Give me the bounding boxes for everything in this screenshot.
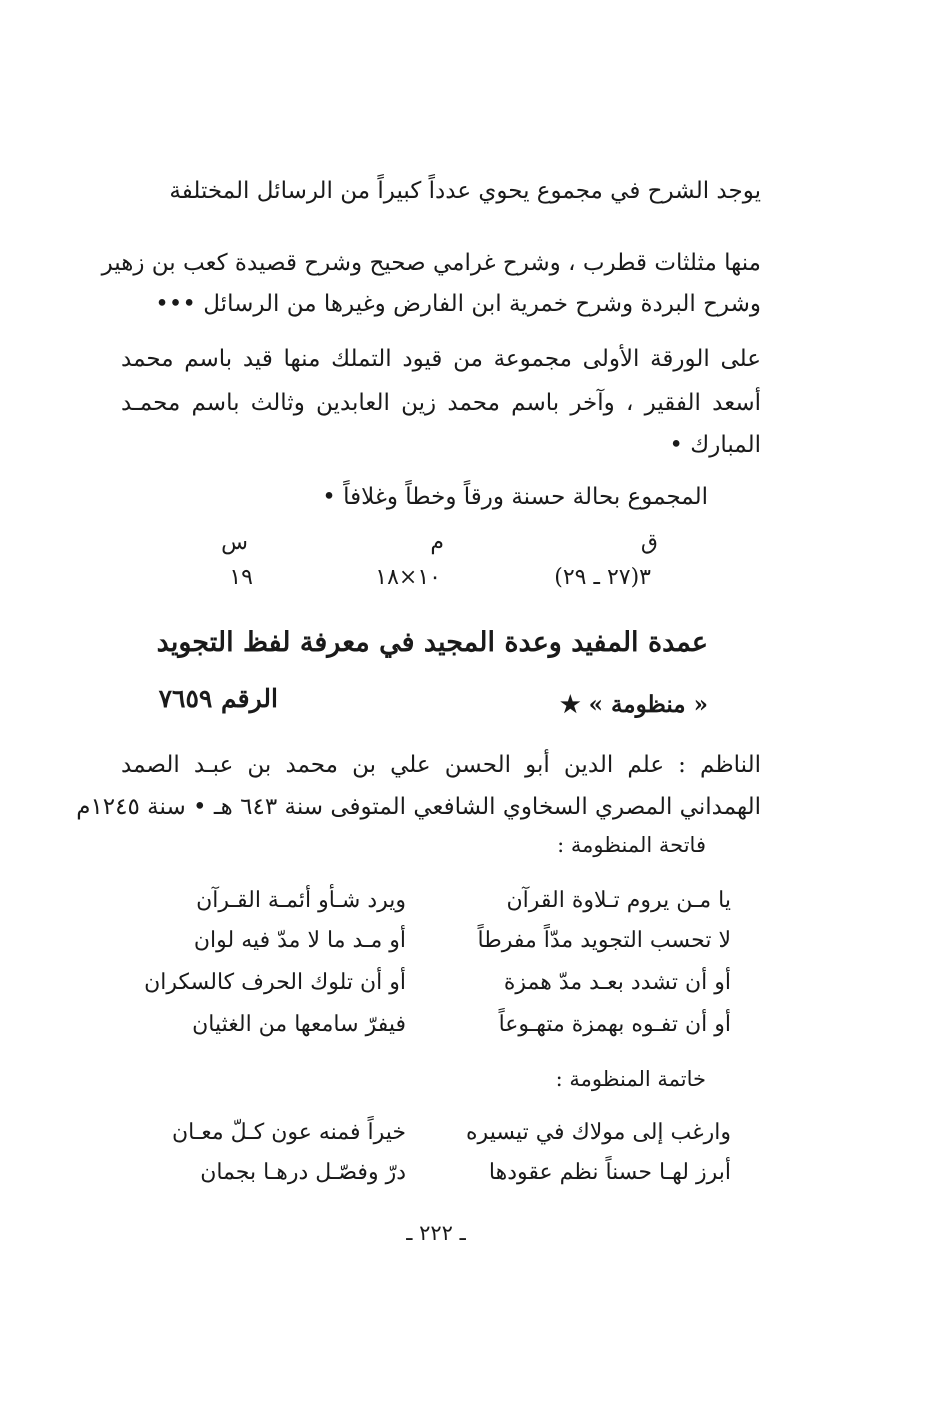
author-line-1: الناظم : علم الدين أبو الحسن علي بن محمد بن عبـد الصمد [121,752,761,778]
author-line-2: الهمداني المصري السخاوي الشافعي المتوفى سنة ٦٤٣ هـ • سنة ١٢٤٥م [76,794,761,820]
opening-verse-2-first: لا تحسب التجويد مدّاً مفرطاً [477,928,731,953]
opening-label: فاتحة المنظومة : [557,833,706,857]
opening-verse-2-second: أو مـد ما لا مدّ فيه لوان [193,928,406,953]
closing-verse-1-first: وارغب إلى مولاك في تيسيره [466,1120,731,1145]
intro-line-3: وشرح البردة وشرح خمرية ابن الفارض وغيرها من الرسائل ••• [155,291,761,317]
opening-verse-3-second: أو أن تلوك الحرف كالسكران [144,970,406,995]
intro-line-1: يوجد الشرح في مجموع يحوي عدداً كبيراً من الرسائل المختلفة [169,178,761,204]
spec-q-label: ق [640,530,658,555]
closing-verse-1-second: خيراً فمنه عون كـلّ معـان [171,1120,406,1145]
closing-verse-2-first: أبرز لهـا حسناً نظم عقودها [488,1160,731,1185]
spec-m-value: ١٠×١٨ [375,565,441,590]
intro-line-2: منها مثلثات قطرب ، وشرح غرامي صحيح وشرح قصيدة كعب بن زهير [101,250,761,276]
intro-line-7: المجموع بحالة حسنة ورقاً وخطاً وغلافاً • [322,484,708,510]
intro-line-5: أسعد الفقير ، وآخر باسم محمد زين العابدين وثالث باسم محمـد [121,390,761,416]
page-number: ـ ٢٢٢ ـ [406,1221,466,1245]
opening-verse-3-first: أو أن تشدد بعـد مدّ همزة [503,970,731,995]
intro-line-4: على الورقة الأولى مجموعة من قيود التملك منها قيد باسم محمد [121,346,761,372]
entry-number: الرقم ٧٦٥٩ [158,684,278,713]
entry-subtitle: « منظومة » ★ [559,691,708,718]
intro-line-6: المبارك • [669,432,761,458]
opening-verse-1-first: يا مـن يروم تـلاوة القرآن [506,888,731,913]
spec-m-label: م [430,530,444,555]
opening-verse-4-first: أو أن تفـوه بهمزة متهـوعاً [498,1012,731,1037]
spec-q-value: ٣(٢٧ ـ ٢٩) [554,565,651,590]
spec-s-value: ١٩ [229,565,253,590]
entry-title: عمدة المفيد وعدة المجيد في معرفة لفظ التجويد [156,627,708,658]
spec-s-label: س [221,530,248,555]
opening-verse-4-second: فيفرّ سامعها من الغثيان [192,1012,406,1037]
closing-label: خاتمة المنظومة : [555,1067,706,1091]
opening-verse-1-second: ويرد شـأو أئمـة القـرآن [196,888,406,913]
closing-verse-2-second: درّ وفصّـل درهـا بجمان [200,1160,406,1185]
